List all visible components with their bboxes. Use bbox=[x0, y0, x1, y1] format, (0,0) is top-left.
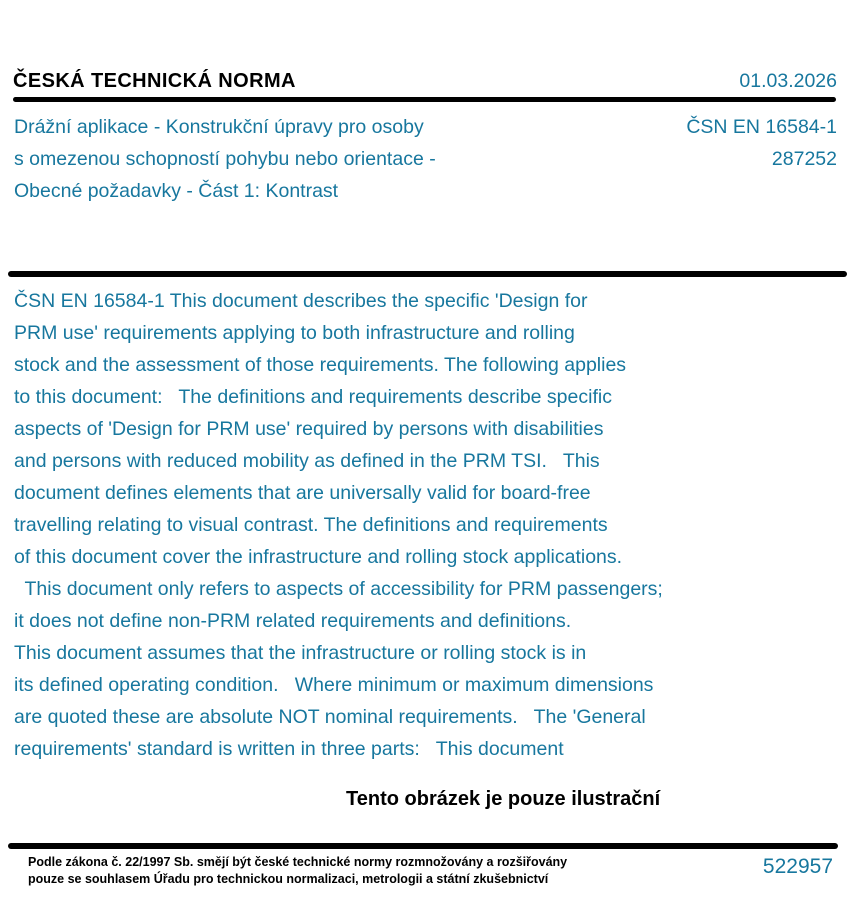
abstract-line: This document assumes that the infrastructure or rolling stock is in bbox=[14, 642, 587, 664]
abstract-line: travelling relating to visual contrast. The definitions and requirements bbox=[14, 514, 608, 536]
header bbox=[13, 70, 837, 93]
publication-date: 01.03.2026 bbox=[739, 70, 837, 92]
footer bbox=[28, 854, 833, 887]
abstract-line: aspects of 'Design for PRM use' required by persons with disabilities bbox=[14, 418, 604, 440]
czech-title-line: s omezenou schopností pohybu nebo orientace - bbox=[14, 148, 436, 170]
title-block bbox=[14, 111, 837, 207]
document-number: 522957 bbox=[762, 855, 833, 878]
abstract-line: This document only refers to aspects of accessibility for PRM passengers; bbox=[14, 578, 663, 600]
norm-header-title: ČESKÁ TECHNICKÁ NORMA bbox=[13, 70, 296, 92]
abstract-text bbox=[14, 285, 663, 765]
illustration-note: Tento obrázek je pouze ilustrační bbox=[346, 788, 661, 810]
abstract-line: it does not define non-PRM related requirements and definitions. bbox=[14, 610, 572, 632]
abstract-line: document defines elements that are universally valid for board-free bbox=[14, 482, 591, 504]
abstract-line: of this document cover the infrastructure and rolling stock applications. bbox=[14, 546, 623, 568]
abstract-line: stock and the assessment of those requirements. The following applies bbox=[14, 354, 627, 376]
abstract-line: are quoted these are absolute NOT nominal requirements. The 'General bbox=[14, 706, 646, 728]
section-divider bbox=[8, 271, 847, 277]
abstract-line: PRM use' requirements applying to both infrastructure and rolling bbox=[14, 322, 575, 344]
czech-title-line: Drážní aplikace - Konstrukční úpravy pro osoby bbox=[14, 116, 424, 138]
footer-rule bbox=[8, 843, 838, 849]
abstract-line: and persons with reduced mobility as defined in the PRM TSI. This bbox=[14, 450, 600, 472]
standard-number: ČSN EN 16584-1 bbox=[686, 116, 837, 138]
abstract-line: ČSN EN 16584-1 This document describes the specific 'Design for bbox=[14, 290, 588, 312]
header-rule bbox=[13, 97, 836, 102]
czech-title bbox=[14, 111, 436, 207]
abstract-line: to this document: The definitions and requirements describe specific bbox=[14, 386, 612, 408]
catalog-number: 287252 bbox=[771, 148, 837, 170]
abstract-line: its defined operating condition. Where minimum or maximum dimensions bbox=[14, 674, 654, 696]
standard-numbers bbox=[686, 111, 837, 175]
legal-notice-line: Podle zákona č. 22/1997 Sb. smějí být české technické normy rozmnožovány a rozšiřovány bbox=[28, 855, 568, 869]
czech-title-line: Obecné požadavky - Část 1: Kontrast bbox=[14, 180, 339, 202]
legal-notice bbox=[28, 854, 567, 887]
legal-notice-line: pouze se souhlasem Úřadu pro technickou normalizaci, metrologii a státní zkušebnictví bbox=[28, 871, 549, 886]
abstract-line: requirements' standard is written in three parts: This document bbox=[14, 738, 564, 760]
